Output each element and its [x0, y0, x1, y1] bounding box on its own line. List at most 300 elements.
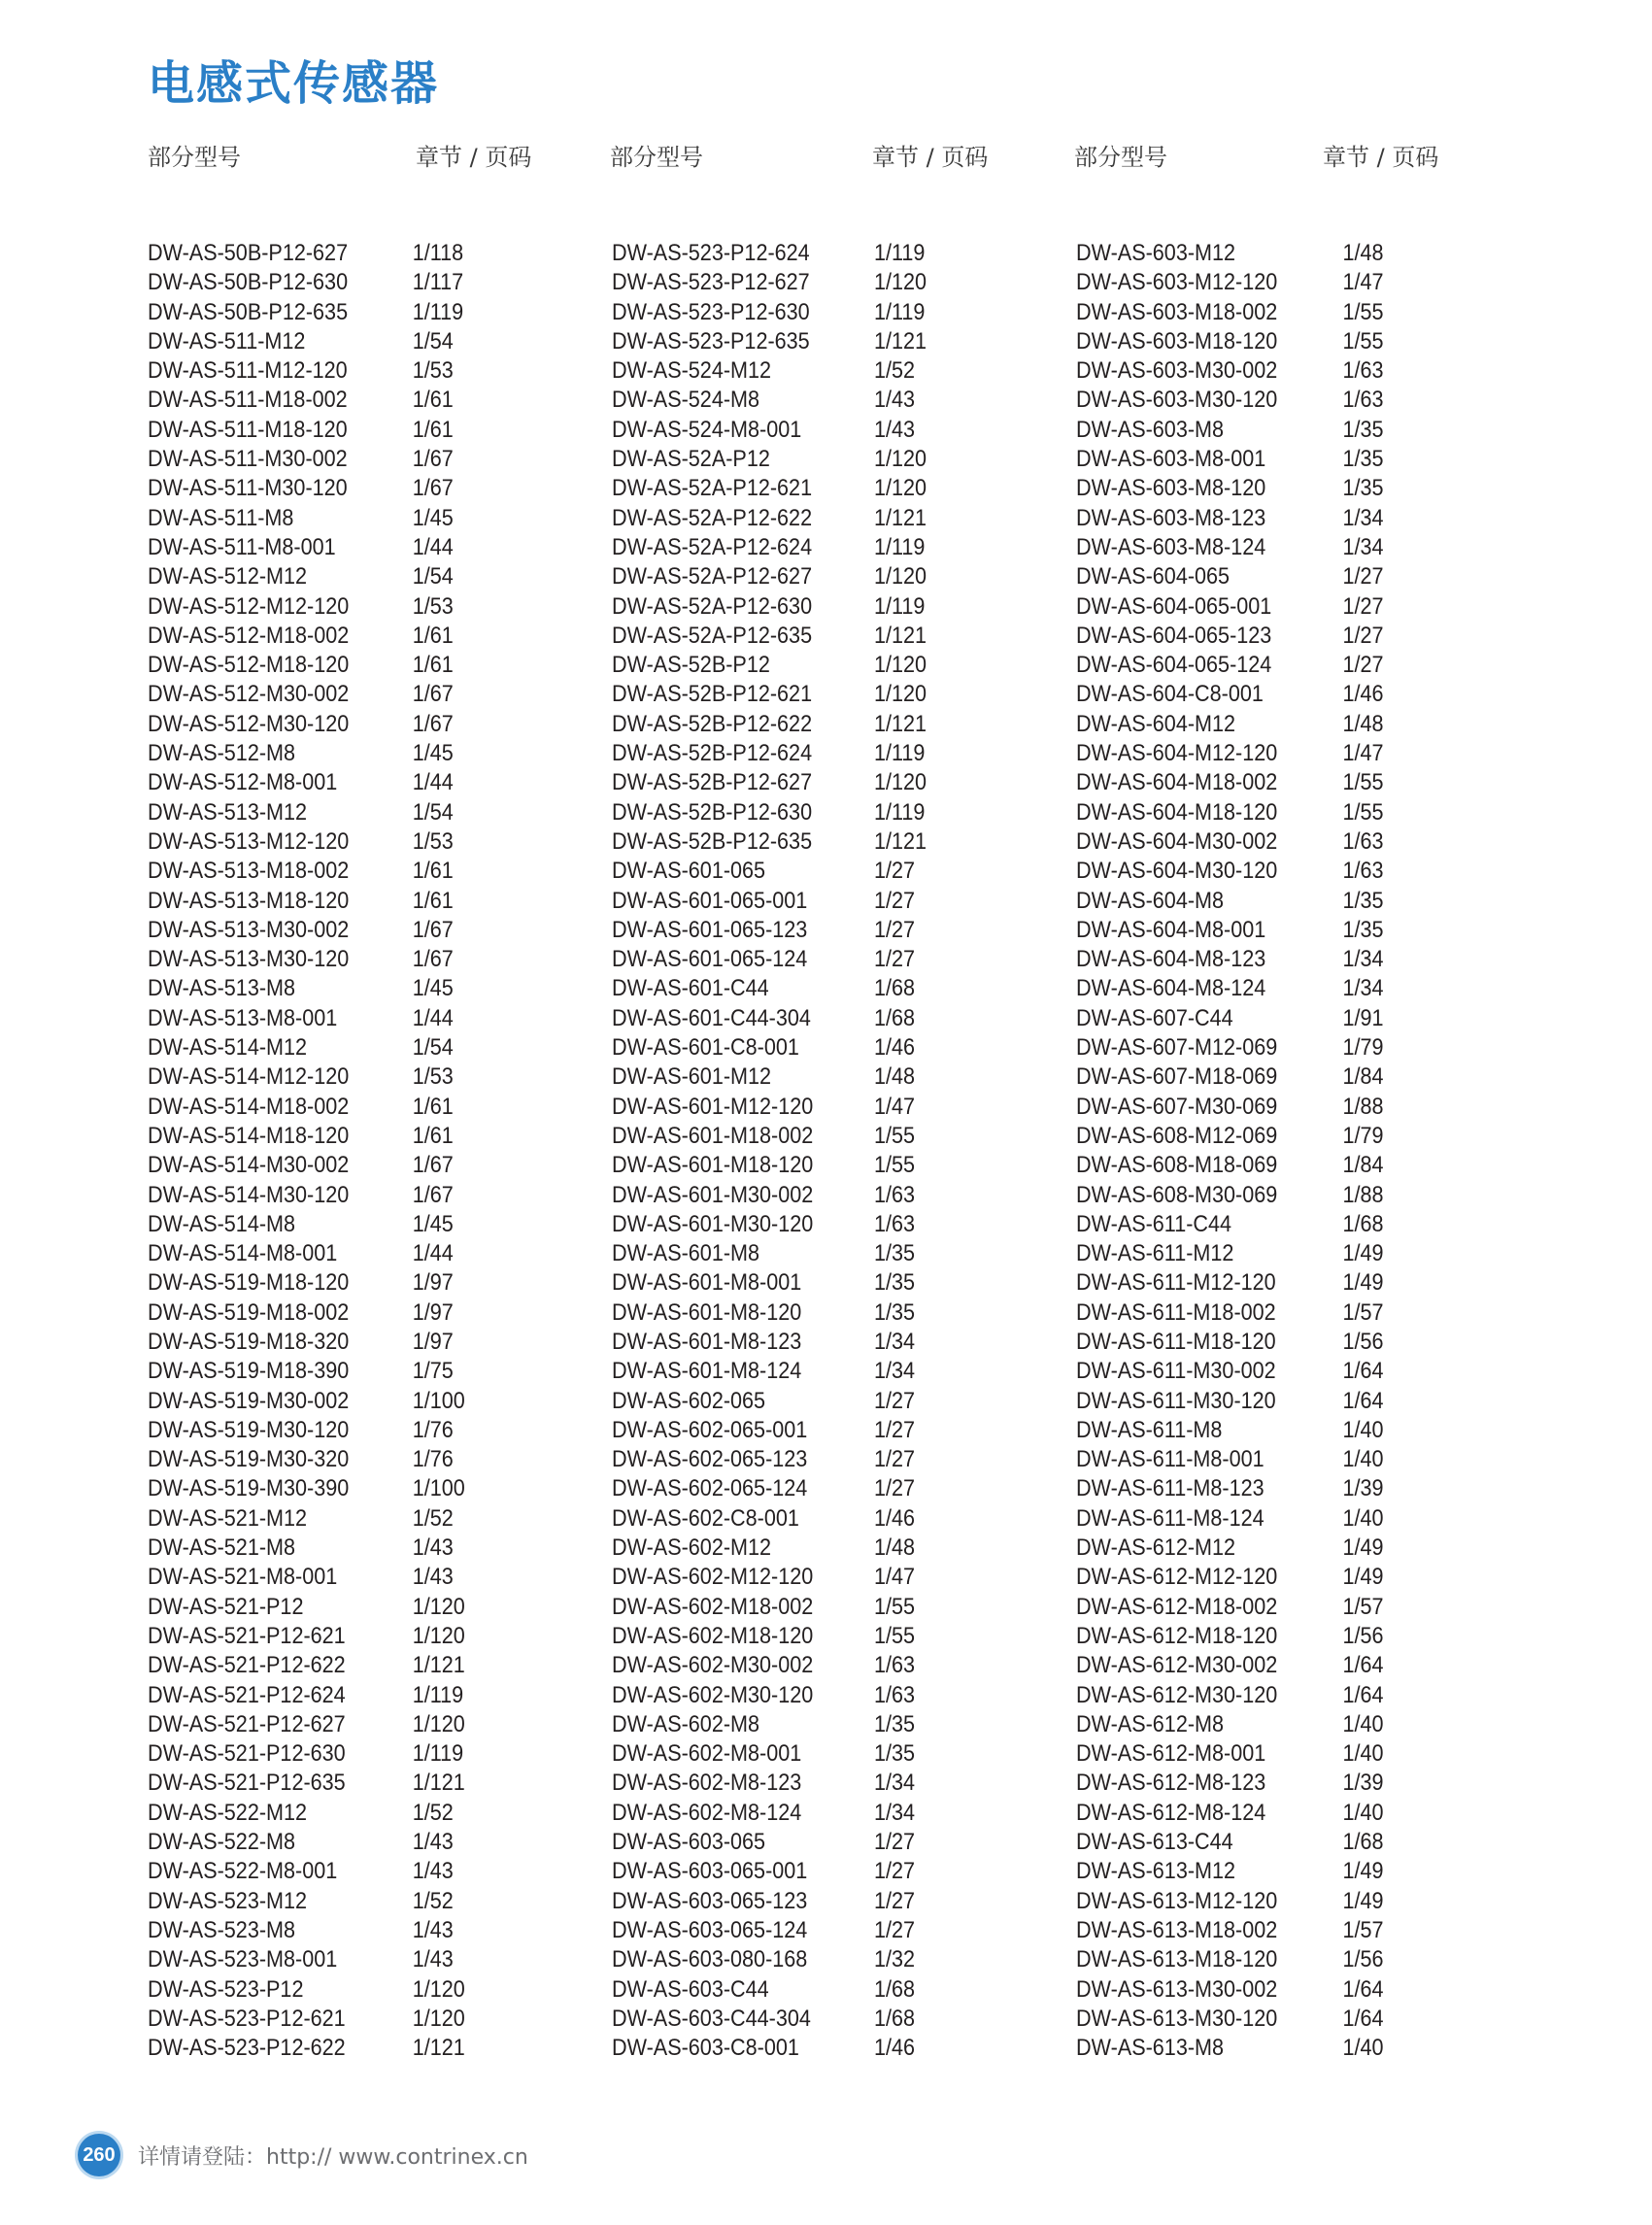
part-number: DW-AS-513-M12-120	[148, 827, 350, 855]
part-number: DW-AS-613-M30-120	[1076, 2005, 1278, 2032]
part-number: DW-AS-611-M12-120	[1076, 1269, 1276, 1297]
page-reference: 1/119	[412, 1681, 464, 1708]
part-number: DW-AS-513-M30-002	[148, 916, 350, 943]
header-part-number-col3: 部分型号	[1074, 144, 1167, 171]
page-reference: 1/119	[874, 240, 926, 266]
part-number: DW-AS-522-M8	[148, 1829, 296, 1856]
part-number: DW-AS-511-M18-120	[148, 416, 348, 443]
page-reference: 1/55	[874, 1622, 916, 1649]
page-reference: 1/53	[412, 592, 454, 620]
page-reference: 1/35	[874, 1710, 916, 1737]
part-number: DW-AS-523-P12-621	[148, 2005, 346, 2032]
page-reference: 1/121	[412, 1652, 465, 1679]
page-reference: 1/120	[874, 681, 927, 708]
part-number: DW-AS-612-M8-124	[1076, 1799, 1266, 1826]
page-reference: 1/27	[874, 1829, 916, 1856]
part-number: DW-AS-602-M8-001	[612, 1740, 802, 1768]
part-number: DW-AS-611-M30-120	[1076, 1387, 1276, 1414]
page-reference: 1/63	[874, 1210, 916, 1237]
page-reference: 1/49	[1342, 1564, 1384, 1591]
page-reference: 1/76	[412, 1416, 454, 1443]
part-number: DW-AS-603-M18-002	[1076, 298, 1278, 325]
page-reference: 1/121	[874, 827, 927, 855]
part-number: DW-AS-522-M8-001	[148, 1858, 338, 1885]
page-reference: 1/84	[1342, 1152, 1384, 1179]
page-reference: 1/120	[874, 269, 927, 296]
page-reference: 1/121	[874, 622, 927, 649]
part-number: DW-AS-601-C44-304	[612, 1004, 811, 1031]
header-part-number-col1: 部分型号	[148, 144, 241, 171]
page-reference: 1/79	[1342, 1122, 1384, 1149]
page-reference: 1/34	[874, 1328, 916, 1355]
page-reference: 1/35	[874, 1269, 916, 1297]
page-reference: 1/64	[1342, 1652, 1384, 1679]
page-reference: 1/67	[412, 1181, 454, 1208]
part-number: DW-AS-601-M8-124	[612, 1358, 802, 1385]
part-number: DW-AS-608-M18-069	[1076, 1152, 1278, 1179]
part-number: DW-AS-604-C8-001	[1076, 681, 1264, 708]
part-number: DW-AS-612-M8	[1076, 1710, 1225, 1737]
page-reference: 1/34	[1342, 975, 1384, 1002]
page-reference: 1/55	[1342, 298, 1384, 325]
page-reference: 1/44	[412, 1240, 454, 1267]
part-number: DW-AS-52B-P12-621	[612, 681, 813, 708]
part-number: DW-AS-602-C8-001	[612, 1504, 799, 1532]
page-reference: 1/40	[1342, 1416, 1384, 1443]
part-number: DW-AS-603-065	[612, 1829, 766, 1856]
page-reference: 1/46	[874, 2035, 916, 2062]
page-reference: 1/63	[874, 1181, 916, 1208]
page-reference: 1/67	[412, 1152, 454, 1179]
page-reference: 1/48	[1342, 710, 1384, 737]
part-number: DW-AS-604-M8-124	[1076, 975, 1266, 1002]
page-reference: 1/64	[1342, 1358, 1384, 1385]
part-number: DW-AS-601-065-001	[612, 887, 808, 914]
part-number: DW-AS-613-M30-002	[1076, 1975, 1278, 2003]
part-number: DW-AS-613-M12-120	[1076, 1887, 1278, 1914]
page-title: 电感式传感器	[148, 56, 440, 111]
page-reference: 1/40	[1342, 1504, 1384, 1532]
part-number: DW-AS-511-M12	[148, 327, 306, 354]
part-number: DW-AS-519-M30-390	[148, 1475, 350, 1502]
page-reference: 1/63	[874, 1652, 916, 1679]
part-number: DW-AS-52A-P12-621	[612, 475, 813, 502]
page-reference: 1/47	[1342, 740, 1384, 767]
footer	[78, 2133, 528, 2177]
part-number: DW-AS-52A-P12-630	[612, 592, 813, 620]
page-reference: 1/67	[412, 475, 454, 502]
page-reference: 1/119	[412, 298, 464, 325]
page-reference: 1/27	[1342, 563, 1384, 590]
part-number: DW-AS-603-065-123	[612, 1887, 808, 1914]
page-reference: 1/88	[1342, 1093, 1384, 1120]
header-page-col1: 章节 / 页码	[416, 144, 532, 171]
part-number: DW-AS-602-M8-124	[612, 1799, 802, 1826]
page-reference: 1/61	[412, 858, 454, 885]
part-number: DW-AS-602-M18-002	[612, 1593, 814, 1620]
part-number: DW-AS-603-M30-002	[1076, 357, 1278, 385]
part-number: DW-AS-602-M8-123	[612, 1770, 802, 1797]
page-reference: 1/121	[874, 710, 927, 737]
part-number: DW-AS-514-M8	[148, 1210, 296, 1237]
page-reference: 1/54	[412, 563, 454, 590]
part-number: DW-AS-602-M30-002	[612, 1652, 814, 1679]
part-number: DW-AS-612-M12-120	[1076, 1564, 1278, 1591]
part-number: DW-AS-604-M8-123	[1076, 946, 1266, 973]
page-reference: 1/47	[874, 1564, 916, 1591]
page-reference: 1/61	[412, 1122, 454, 1149]
part-number: DW-AS-519-M30-320	[148, 1446, 350, 1473]
page-reference: 1/84	[1342, 1063, 1384, 1091]
page-reference: 1/40	[1342, 1710, 1384, 1737]
page-reference: 1/68	[874, 1004, 916, 1031]
page-reference: 1/55	[874, 1152, 916, 1179]
page-reference: 1/88	[1342, 1181, 1384, 1208]
page-reference: 1/43	[412, 1946, 454, 1973]
part-number: DW-AS-613-M12	[1076, 1858, 1236, 1885]
page-reference: 1/57	[1342, 1593, 1384, 1620]
page-reference: 1/64	[1342, 1387, 1384, 1414]
part-number: DW-AS-52B-P12-624	[612, 740, 813, 767]
part-number: DW-AS-601-M30-120	[612, 1210, 814, 1237]
page-reference: 1/49	[1342, 1858, 1384, 1885]
page-reference: 1/34	[874, 1770, 916, 1797]
part-number: DW-AS-521-P12-627	[148, 1710, 346, 1737]
part-number: DW-AS-601-M8-001	[612, 1269, 802, 1297]
part-number: DW-AS-611-M30-002	[1076, 1358, 1276, 1385]
page-reference: 1/45	[412, 740, 454, 767]
page-reference: 1/53	[412, 357, 454, 385]
part-number: DW-AS-523-P12-622	[148, 2035, 346, 2062]
page-reference: 1/48	[1342, 240, 1384, 266]
part-number: DW-AS-521-P12-624	[148, 1681, 346, 1708]
part-number: DW-AS-52A-P12-635	[612, 622, 813, 649]
part-number: DW-AS-604-M8	[1076, 887, 1225, 914]
page-reference: 1/119	[874, 740, 926, 767]
part-number: DW-AS-604-M12-120	[1076, 740, 1278, 767]
page-reference: 1/54	[412, 1034, 454, 1062]
page-reference: 1/61	[412, 1093, 454, 1120]
part-number: DW-AS-511-M30-002	[148, 446, 348, 473]
part-number: DW-AS-523-P12-624	[612, 240, 810, 266]
page-reference: 1/57	[1342, 1916, 1384, 1943]
part-number: DW-AS-603-C8-001	[612, 2035, 799, 2062]
page-reference: 1/120	[874, 446, 927, 473]
part-number: DW-AS-511-M8	[148, 504, 294, 531]
part-number: DW-AS-603-M8	[1076, 416, 1225, 443]
part-number: DW-AS-513-M18-120	[148, 887, 350, 914]
page-reference: 1/27	[874, 946, 916, 973]
part-number: DW-AS-513-M12	[148, 798, 308, 826]
page-reference: 1/49	[1342, 1269, 1384, 1297]
part-number: DW-AS-604-M30-002	[1076, 827, 1278, 855]
part-number: DW-AS-603-M8-120	[1076, 475, 1266, 502]
part-number: DW-AS-607-M12-069	[1076, 1034, 1278, 1062]
page-reference: 1/34	[1342, 946, 1384, 973]
page-reference: 1/52	[412, 1504, 454, 1532]
page-reference: 1/35	[1342, 446, 1384, 473]
page-reference: 1/45	[412, 975, 454, 1002]
part-number: DW-AS-601-C8-001	[612, 1034, 799, 1062]
page-reference: 1/61	[412, 652, 454, 679]
part-number: DW-AS-604-065-124	[1076, 652, 1272, 679]
part-number: DW-AS-603-M8-124	[1076, 533, 1266, 560]
part-number: DW-AS-603-M8-123	[1076, 504, 1266, 531]
page-reference: 1/63	[1342, 827, 1384, 855]
page-reference: 1/43	[412, 1858, 454, 1885]
part-number: DW-AS-612-M8-001	[1076, 1740, 1266, 1768]
page-reference: 1/27	[874, 1416, 916, 1443]
page-reference: 1/67	[412, 710, 454, 737]
page-reference: 1/34	[1342, 504, 1384, 531]
part-number: DW-AS-512-M8	[148, 740, 296, 767]
part-number: DW-AS-603-M18-120	[1076, 327, 1278, 354]
part-number: DW-AS-52A-P12-627	[612, 563, 813, 590]
page-reference: 1/119	[874, 533, 926, 560]
page-reference: 1/121	[412, 1770, 465, 1797]
page-reference: 1/47	[874, 1093, 916, 1120]
part-number: DW-AS-522-M12	[148, 1799, 308, 1826]
part-number: DW-AS-604-M18-120	[1076, 798, 1278, 826]
part-number: DW-AS-52A-P12-622	[612, 504, 813, 531]
page-reference: 1/56	[1342, 1946, 1384, 1973]
part-number: DW-AS-512-M18-120	[148, 652, 350, 679]
page-reference: 1/27	[1342, 622, 1384, 649]
page-reference: 1/27	[1342, 592, 1384, 620]
part-number: DW-AS-52A-P12	[612, 446, 770, 473]
part-number: DW-AS-513-M8	[148, 975, 296, 1002]
page-reference: 1/68	[1342, 1829, 1384, 1856]
page-reference: 1/27	[874, 1858, 916, 1885]
part-number: DW-AS-523-M12	[148, 1887, 308, 1914]
part-number: DW-AS-604-M30-120	[1076, 858, 1278, 885]
page-reference: 1/61	[412, 887, 454, 914]
page-reference: 1/52	[874, 357, 916, 385]
part-number: DW-AS-52B-P12-622	[612, 710, 813, 737]
part-number: DW-AS-514-M8-001	[148, 1240, 338, 1267]
page-reference: 1/40	[1342, 1740, 1384, 1768]
part-number: DW-AS-603-M8-001	[1076, 446, 1266, 473]
part-number: DW-AS-611-M8	[1076, 1416, 1223, 1443]
page-reference: 1/120	[874, 652, 927, 679]
part-number: DW-AS-514-M18-002	[148, 1093, 350, 1120]
page-reference: 1/119	[874, 592, 926, 620]
part-number: DW-AS-602-065-123	[612, 1446, 808, 1473]
page-reference: 1/44	[412, 1004, 454, 1031]
part-number: DW-AS-604-065-001	[1076, 592, 1272, 620]
page-reference: 1/55	[1342, 798, 1384, 826]
page-reference: 1/56	[1342, 1622, 1384, 1649]
page-reference: 1/120	[874, 769, 927, 796]
page-reference: 1/57	[1342, 1298, 1384, 1326]
page-reference: 1/121	[874, 504, 927, 531]
part-number: DW-AS-608-M30-069	[1076, 1181, 1278, 1208]
part-number: DW-AS-611-M12	[1076, 1240, 1234, 1267]
page-reference: 1/67	[412, 916, 454, 943]
page-reference: 1/27	[874, 858, 916, 885]
part-number: DW-AS-604-M18-002	[1076, 769, 1278, 796]
part-number: DW-AS-521-P12-621	[148, 1622, 346, 1649]
page-reference: 1/45	[412, 1210, 454, 1237]
page-reference: 1/76	[412, 1446, 454, 1473]
part-number: DW-AS-603-065-124	[612, 1916, 808, 1943]
header-page-col2: 章节 / 页码	[872, 144, 989, 171]
part-number: DW-AS-604-065	[1076, 563, 1231, 590]
page-reference: 1/43	[412, 1916, 454, 1943]
part-number: DW-AS-514-M30-002	[148, 1152, 350, 1179]
part-number: DW-AS-524-M8-001	[612, 416, 802, 443]
part-number: DW-AS-511-M12-120	[148, 357, 348, 385]
page-reference: 1/61	[412, 622, 454, 649]
page-reference: 1/120	[412, 1710, 465, 1737]
part-number: DW-AS-602-065-001	[612, 1416, 808, 1443]
page-reference: 1/48	[874, 1534, 916, 1562]
page-reference: 1/119	[874, 798, 926, 826]
page-reference: 1/55	[874, 1122, 916, 1149]
part-number: DW-AS-607-M18-069	[1076, 1063, 1278, 1091]
part-number: DW-AS-612-M30-002	[1076, 1652, 1278, 1679]
part-number: DW-AS-601-M8-123	[612, 1328, 802, 1355]
part-number: DW-AS-521-P12-630	[148, 1740, 346, 1768]
part-number: DW-AS-601-M12	[612, 1063, 772, 1091]
part-number: DW-AS-512-M8-001	[148, 769, 338, 796]
page-reference: 1/67	[412, 681, 454, 708]
page-reference: 1/43	[412, 1534, 454, 1562]
part-number: DW-AS-512-M12	[148, 563, 308, 590]
part-number: DW-AS-613-M18-002	[1076, 1916, 1278, 1943]
part-number: DW-AS-50B-P12-635	[148, 298, 349, 325]
page-reference: 1/44	[412, 769, 454, 796]
part-number: DW-AS-514-M12	[148, 1034, 308, 1062]
page-reference: 1/63	[1342, 357, 1384, 385]
part-number: DW-AS-521-P12-635	[148, 1770, 346, 1797]
part-number: DW-AS-611-C44	[1076, 1210, 1232, 1237]
page-reference: 1/35	[1342, 416, 1384, 443]
part-number: DW-AS-603-M12-120	[1076, 269, 1278, 296]
page-reference: 1/68	[1342, 1210, 1384, 1237]
part-number: DW-AS-601-C44	[612, 975, 769, 1002]
part-number: DW-AS-604-M8-001	[1076, 916, 1266, 943]
page-reference: 1/54	[412, 798, 454, 826]
part-number: DW-AS-521-P12-622	[148, 1652, 346, 1679]
page-reference: 1/48	[874, 1063, 916, 1091]
page-reference: 1/120	[412, 1975, 465, 2003]
part-number: DW-AS-519-M18-002	[148, 1298, 350, 1326]
part-number: DW-AS-601-M8	[612, 1240, 760, 1267]
part-number: DW-AS-602-065	[612, 1387, 766, 1414]
part-number: DW-AS-601-M8-120	[612, 1298, 802, 1326]
page-number-badge: 260	[78, 2134, 120, 2176]
header-part-number-col2: 部分型号	[610, 144, 703, 171]
page-reference: 1/40	[1342, 1446, 1384, 1473]
part-number: DW-AS-607-C44	[1076, 1004, 1233, 1031]
part-number: DW-AS-608-M12-069	[1076, 1122, 1278, 1149]
part-number: DW-AS-612-M8-123	[1076, 1770, 1266, 1797]
page-reference: 1/35	[874, 1240, 916, 1267]
page-reference: 1/27	[874, 1475, 916, 1502]
part-number: DW-AS-521-P12	[148, 1593, 304, 1620]
part-number: DW-AS-519-M30-120	[148, 1416, 350, 1443]
page-reference: 1/121	[874, 327, 927, 354]
part-number: DW-AS-513-M18-002	[148, 858, 350, 885]
part-number: DW-AS-602-M30-120	[612, 1681, 814, 1708]
part-number: DW-AS-523-P12	[148, 1975, 304, 2003]
part-number: DW-AS-512-M18-002	[148, 622, 350, 649]
page-reference: 1/52	[412, 1887, 454, 1914]
page-reference: 1/55	[874, 1593, 916, 1620]
part-number: DW-AS-523-M8	[148, 1916, 296, 1943]
page-reference: 1/120	[874, 475, 927, 502]
page-reference: 1/27	[874, 1387, 916, 1414]
page-reference: 1/68	[874, 1975, 916, 2003]
page-reference: 1/79	[1342, 1034, 1384, 1062]
part-number: DW-AS-603-M30-120	[1076, 387, 1278, 414]
page-reference: 1/55	[1342, 327, 1384, 354]
part-number: DW-AS-524-M8	[612, 387, 760, 414]
page-reference: 1/32	[874, 1946, 916, 1973]
part-number: DW-AS-511-M30-120	[148, 475, 348, 502]
page-reference: 1/52	[412, 1799, 454, 1826]
page-reference: 1/43	[412, 1564, 454, 1591]
part-number: DW-AS-519-M30-002	[148, 1387, 350, 1414]
page-reference: 1/43	[874, 416, 916, 443]
page-reference: 1/27	[874, 916, 916, 943]
part-number: DW-AS-52B-P12-627	[612, 769, 813, 796]
part-number: DW-AS-601-065	[612, 858, 766, 885]
part-number: DW-AS-611-M8-123	[1076, 1475, 1264, 1502]
part-number: DW-AS-613-M18-120	[1076, 1946, 1278, 1973]
page-reference: 1/43	[874, 387, 916, 414]
part-number: DW-AS-52B-P12	[612, 652, 770, 679]
page-reference: 1/39	[1342, 1475, 1384, 1502]
page-reference: 1/35	[874, 1298, 916, 1326]
part-number: DW-AS-613-M8	[1076, 2035, 1225, 2062]
footer-website-text: 详情请登陆：http:// www.contrinex.cn	[138, 2144, 528, 2170]
part-number: DW-AS-601-M30-002	[612, 1181, 814, 1208]
part-number: DW-AS-602-M12	[612, 1534, 772, 1562]
part-number: DW-AS-601-M12-120	[612, 1093, 814, 1120]
part-number: DW-AS-512-M30-120	[148, 710, 350, 737]
page-reference: 1/34	[874, 1799, 916, 1826]
part-number: DW-AS-603-M12	[1076, 240, 1236, 266]
part-number: DW-AS-521-M8	[148, 1534, 296, 1562]
part-number: DW-AS-604-065-123	[1076, 622, 1272, 649]
page-reference: 1/27	[874, 1887, 916, 1914]
page-reference: 1/45	[412, 504, 454, 531]
part-number: DW-AS-603-065-001	[612, 1858, 808, 1885]
page-reference: 1/47	[1342, 269, 1384, 296]
page-reference: 1/53	[412, 1063, 454, 1091]
page-reference: 1/119	[412, 1740, 464, 1768]
page-reference: 1/118	[412, 240, 464, 266]
part-number: DW-AS-521-M8-001	[148, 1564, 338, 1591]
part-number: DW-AS-50B-P12-630	[148, 269, 349, 296]
part-number: DW-AS-521-M12	[148, 1504, 308, 1532]
part-number: DW-AS-519-M18-320	[148, 1328, 350, 1355]
part-number: DW-AS-514-M30-120	[148, 1181, 350, 1208]
part-number: DW-AS-602-M18-120	[612, 1622, 814, 1649]
part-number: DW-AS-50B-P12-627	[148, 240, 349, 266]
page-reference: 1/34	[874, 1358, 916, 1385]
page-reference: 1/27	[874, 1446, 916, 1473]
part-number: DW-AS-524-M12	[612, 357, 772, 385]
part-number: DW-AS-601-M18-120	[612, 1152, 814, 1179]
header-page-col3: 章节 / 页码	[1323, 144, 1439, 171]
part-number: DW-AS-511-M18-002	[148, 387, 348, 414]
page-reference: 1/120	[412, 1593, 465, 1620]
page-reference: 1/27	[874, 1916, 916, 1943]
part-number: DW-AS-612-M30-120	[1076, 1681, 1278, 1708]
